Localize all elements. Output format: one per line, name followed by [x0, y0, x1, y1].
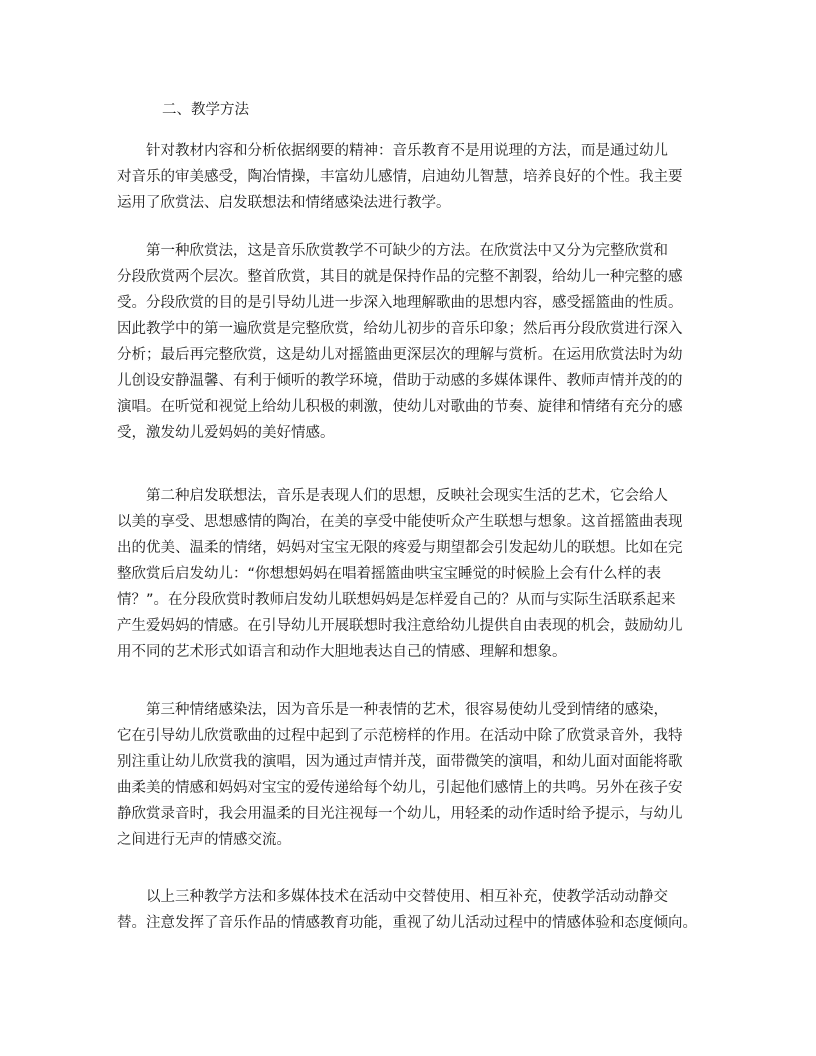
text-line: 整欣赏后启发幼儿：“你想想妈妈在唱着摇篮曲哄宝宝睡觉的时候脸上会有什么样的表: [117, 566, 662, 582]
text-line: 分析；最后再完整欣赏，这是幼儿对摇篮曲更深层次的理解与赏析。在运用欣赏法时为幼: [117, 347, 683, 363]
text-line: 替。注意发挥了音乐作品的情感教育功能，重视了幼儿活动过程中的情感体验和态度倾向。: [117, 915, 697, 931]
text-line: 用不同的艺术形式如语言和动作大胆地表达自己的情感、理解和想象。: [117, 644, 567, 660]
section-heading: 二、教学方法: [162, 102, 249, 118]
paragraph-appreciation-method: [117, 238, 683, 446]
text-line: 对音乐的审美感受，陶冶情操，丰富幼儿感情，启迪幼儿智慧，培养良好的个性。我主要: [117, 169, 683, 185]
text-line: 儿创设安静温馨、有利于倾听的教学环境，借助于动感的多媒体课件、教师声情并茂的的: [117, 373, 683, 389]
text-line: 别注重让幼儿欣赏我的演唱，因为通过声情并茂，面带微笑的演唱，和幼儿面对面能将歌: [117, 754, 683, 770]
text-line: 静欣赏录音时，我会用温柔的目光注视每一个幼儿，用轻柔的动作适时给予提示，与幼儿: [117, 806, 683, 822]
text-line: 以美的享受、思想感情的陶冶，在美的享受中能使听众产生联想与想象。这首摇篮曲表现: [117, 514, 683, 530]
paragraph-emotion-method: [117, 697, 683, 853]
text-line: 它在引导幼儿欣赏歌曲的过程中起到了示范榜样的作用。在活动中除了欣赏录音外，我特: [117, 728, 683, 744]
paragraph-summary: [117, 884, 697, 936]
text-line: 产生爱妈妈的情感。在引导幼儿开展联想时我注意给幼儿提供自由表现的机会，鼓励幼儿: [117, 618, 683, 634]
text-line: 出的优美、温柔的情绪，妈妈对宝宝无限的疼爱与期望都会引发起幼儿的联想。比如在完: [117, 540, 683, 556]
text-line: 之间进行无声的情感交流。: [117, 832, 291, 848]
text-line: 情？”。在分段欣赏时教师启发幼儿联想妈妈是怎样爱自己的？从而与实际生活联系起来: [117, 592, 676, 608]
text-line: 针对教材内容和分析依据纲要的精神：音乐教育不是用说理的方法，而是通过幼儿: [117, 143, 668, 159]
text-line: 受，激发幼儿爱妈妈的美好情感。: [117, 425, 335, 441]
text-line: 运用了欣赏法、启发联想法和情绪感染法进行教学。: [117, 195, 451, 211]
text-line: 曲柔美的情感和妈妈对宝宝的爱传递给每个幼儿，引起他们感情上的共鸣。另外在孩子安: [117, 780, 683, 796]
text-line: 以上三种教学方法和多媒体技术在活动中交替使用、相互补充，使教学活动动静交: [117, 889, 668, 905]
paragraph-association-method: [117, 483, 683, 665]
text-line: 因此教学中的第一遍欣赏是完整欣赏，给幼儿初步的音乐印象；然后再分段欣赏进行深入: [117, 321, 683, 337]
text-line: 受。分段欣赏的目的是引导幼儿进一步深入地理解歌曲的思想内容，感受摇篮曲的性质。: [117, 295, 683, 311]
paragraph-intro: [117, 138, 683, 216]
text-line: 第三种情绪感染法，因为音乐是一种表情的艺术，很容易使幼儿受到情绪的感染，: [117, 702, 668, 718]
text-line: 演唱。在听觉和视觉上给幼儿积极的刺激，使幼儿对歌曲的节奏、旋律和情绪有充分的感: [117, 399, 683, 415]
text-line: 第二种启发联想法，音乐是表现人们的思想，反映社会现实生活的艺术，它会给人: [117, 488, 668, 504]
text-line: 第一种欣赏法，这是音乐欣赏教学不可缺少的方法。在欣赏法中又分为完整欣赏和: [117, 243, 668, 259]
text-line: 分段欣赏两个层次。整首欣赏，其目的就是保持作品的完整不割裂，给幼儿一种完整的感: [117, 269, 683, 285]
